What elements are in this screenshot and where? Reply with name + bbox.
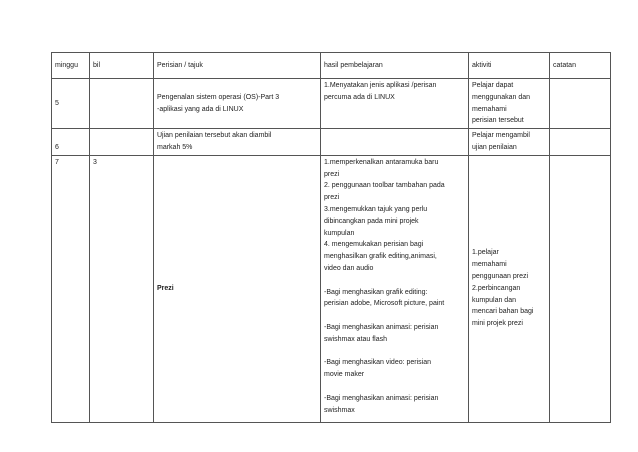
cell-bil-7: 3 <box>90 155 154 422</box>
aktiviti-line: memahami <box>472 105 507 113</box>
aktiviti-line: Pelajar dapat <box>472 82 514 89</box>
cell-aktiviti-6 <box>469 129 550 156</box>
aktiviti-line: Pelajar mengambil <box>472 132 530 140</box>
cell-hasil-7 <box>321 155 469 422</box>
tajuk-line: -aplikasi yang ada di LINUX <box>157 105 244 113</box>
cell-tajuk-6 <box>154 129 321 156</box>
cell-minggu-6: 6 <box>52 129 90 156</box>
aktiviti-line: memahami <box>472 261 507 269</box>
cell-bil-6 <box>90 129 154 156</box>
hasil-line: 2. penggunaan toolbar tambahan pada <box>324 182 445 190</box>
cell-bil-5 <box>90 79 154 129</box>
hasil-line: 4. mengemukakan perisian bagi <box>324 241 424 249</box>
cell-catatan-6 <box>550 129 611 156</box>
header-minggu: minggu <box>52 53 90 79</box>
hasil-line <box>324 310 465 322</box>
hasil-line: kumpulan <box>324 229 355 237</box>
header-row <box>52 53 611 79</box>
cell-hasil-5 <box>321 79 469 129</box>
header-hasil-pembelajaran: hasil pembelajaran <box>321 53 469 79</box>
cell-hasil-6 <box>321 129 469 156</box>
table-row-week-7 <box>52 155 611 422</box>
hasil-line: percuma ada di LINUX <box>324 93 395 101</box>
cell-catatan-7 <box>550 155 611 422</box>
tajuk-line: Ujian penilaian tersebut akan diambil <box>157 132 272 140</box>
hasil-line: 1.Menyatakan jenis aplikasi /perisan <box>324 82 437 89</box>
hasil-line: 1.memperkenalkan antaramuka baru <box>324 158 439 166</box>
hasil-line: video dan audio <box>324 264 374 272</box>
table-row-week-6 <box>52 129 611 156</box>
hasil-line: -Bagi menghasikan video: perisian <box>324 359 432 367</box>
hasil-line: -Bagi menghasikan animasi: perisian <box>324 394 439 402</box>
header-perisian-tajuk: Perisian / tajuk <box>154 53 321 79</box>
hasil-list <box>324 157 465 417</box>
hasil-line: movie maker <box>324 371 365 379</box>
lesson-plan-table <box>51 52 611 423</box>
cell-minggu-7: 7 <box>52 155 90 422</box>
cell-tajuk-7: Prezi <box>154 155 321 422</box>
hasil-line: menghasilkan grafik editing,animasi, <box>324 253 437 261</box>
tajuk-line: markah 5% <box>157 143 193 151</box>
hasil-line <box>324 381 465 393</box>
tajuk-line: Pengenalan sistem operasi (OS)-Part 3 <box>157 93 280 101</box>
aktiviti-line: ujian penilaian <box>472 143 517 151</box>
hasil-line: perisian adobe, Microsoft picture, paint <box>324 300 445 308</box>
header-catatan: catatan <box>550 53 611 79</box>
hasil-line: swishmax <box>324 406 355 414</box>
cell-aktiviti-7 <box>469 155 550 422</box>
header-bil: bil <box>90 53 154 79</box>
hasil-line: 3.mengemukkan tajuk yang perlu <box>324 205 428 213</box>
cell-catatan-5 <box>550 79 611 129</box>
hasil-line: -Bagi menghasikan animasi: perisian <box>324 323 439 331</box>
hasil-line: swishmax atau flash <box>324 335 388 343</box>
aktiviti-list <box>472 247 546 330</box>
aktiviti-line: mencari bahan bagi <box>472 308 534 316</box>
hasil-line <box>324 346 465 358</box>
aktiviti-line: menggunakan dan <box>472 93 530 101</box>
aktiviti-line: perisian tersebut <box>472 117 524 125</box>
hasil-line <box>324 275 465 287</box>
aktiviti-line: 2.perbincangan <box>472 284 521 292</box>
hasil-line: dibincangkan pada mini projek <box>324 217 419 225</box>
hasil-line: -Bagi menghasikan grafik editing: <box>324 288 428 296</box>
aktiviti-line: kumpulan dan <box>472 296 516 304</box>
cell-tajuk-5 <box>154 79 321 129</box>
cell-minggu-5: 5 <box>52 79 90 129</box>
table-row-week-5 <box>52 79 611 129</box>
aktiviti-line: penggunaan prezi <box>472 273 529 281</box>
aktiviti-line: 1.pelajar <box>472 249 499 257</box>
hasil-line: prezi <box>324 170 340 178</box>
hasil-line: prezi <box>324 194 340 202</box>
cell-aktiviti-5 <box>469 79 550 129</box>
aktiviti-line: mini projek prezi <box>472 320 523 328</box>
header-aktiviti: aktiviti <box>469 53 550 79</box>
